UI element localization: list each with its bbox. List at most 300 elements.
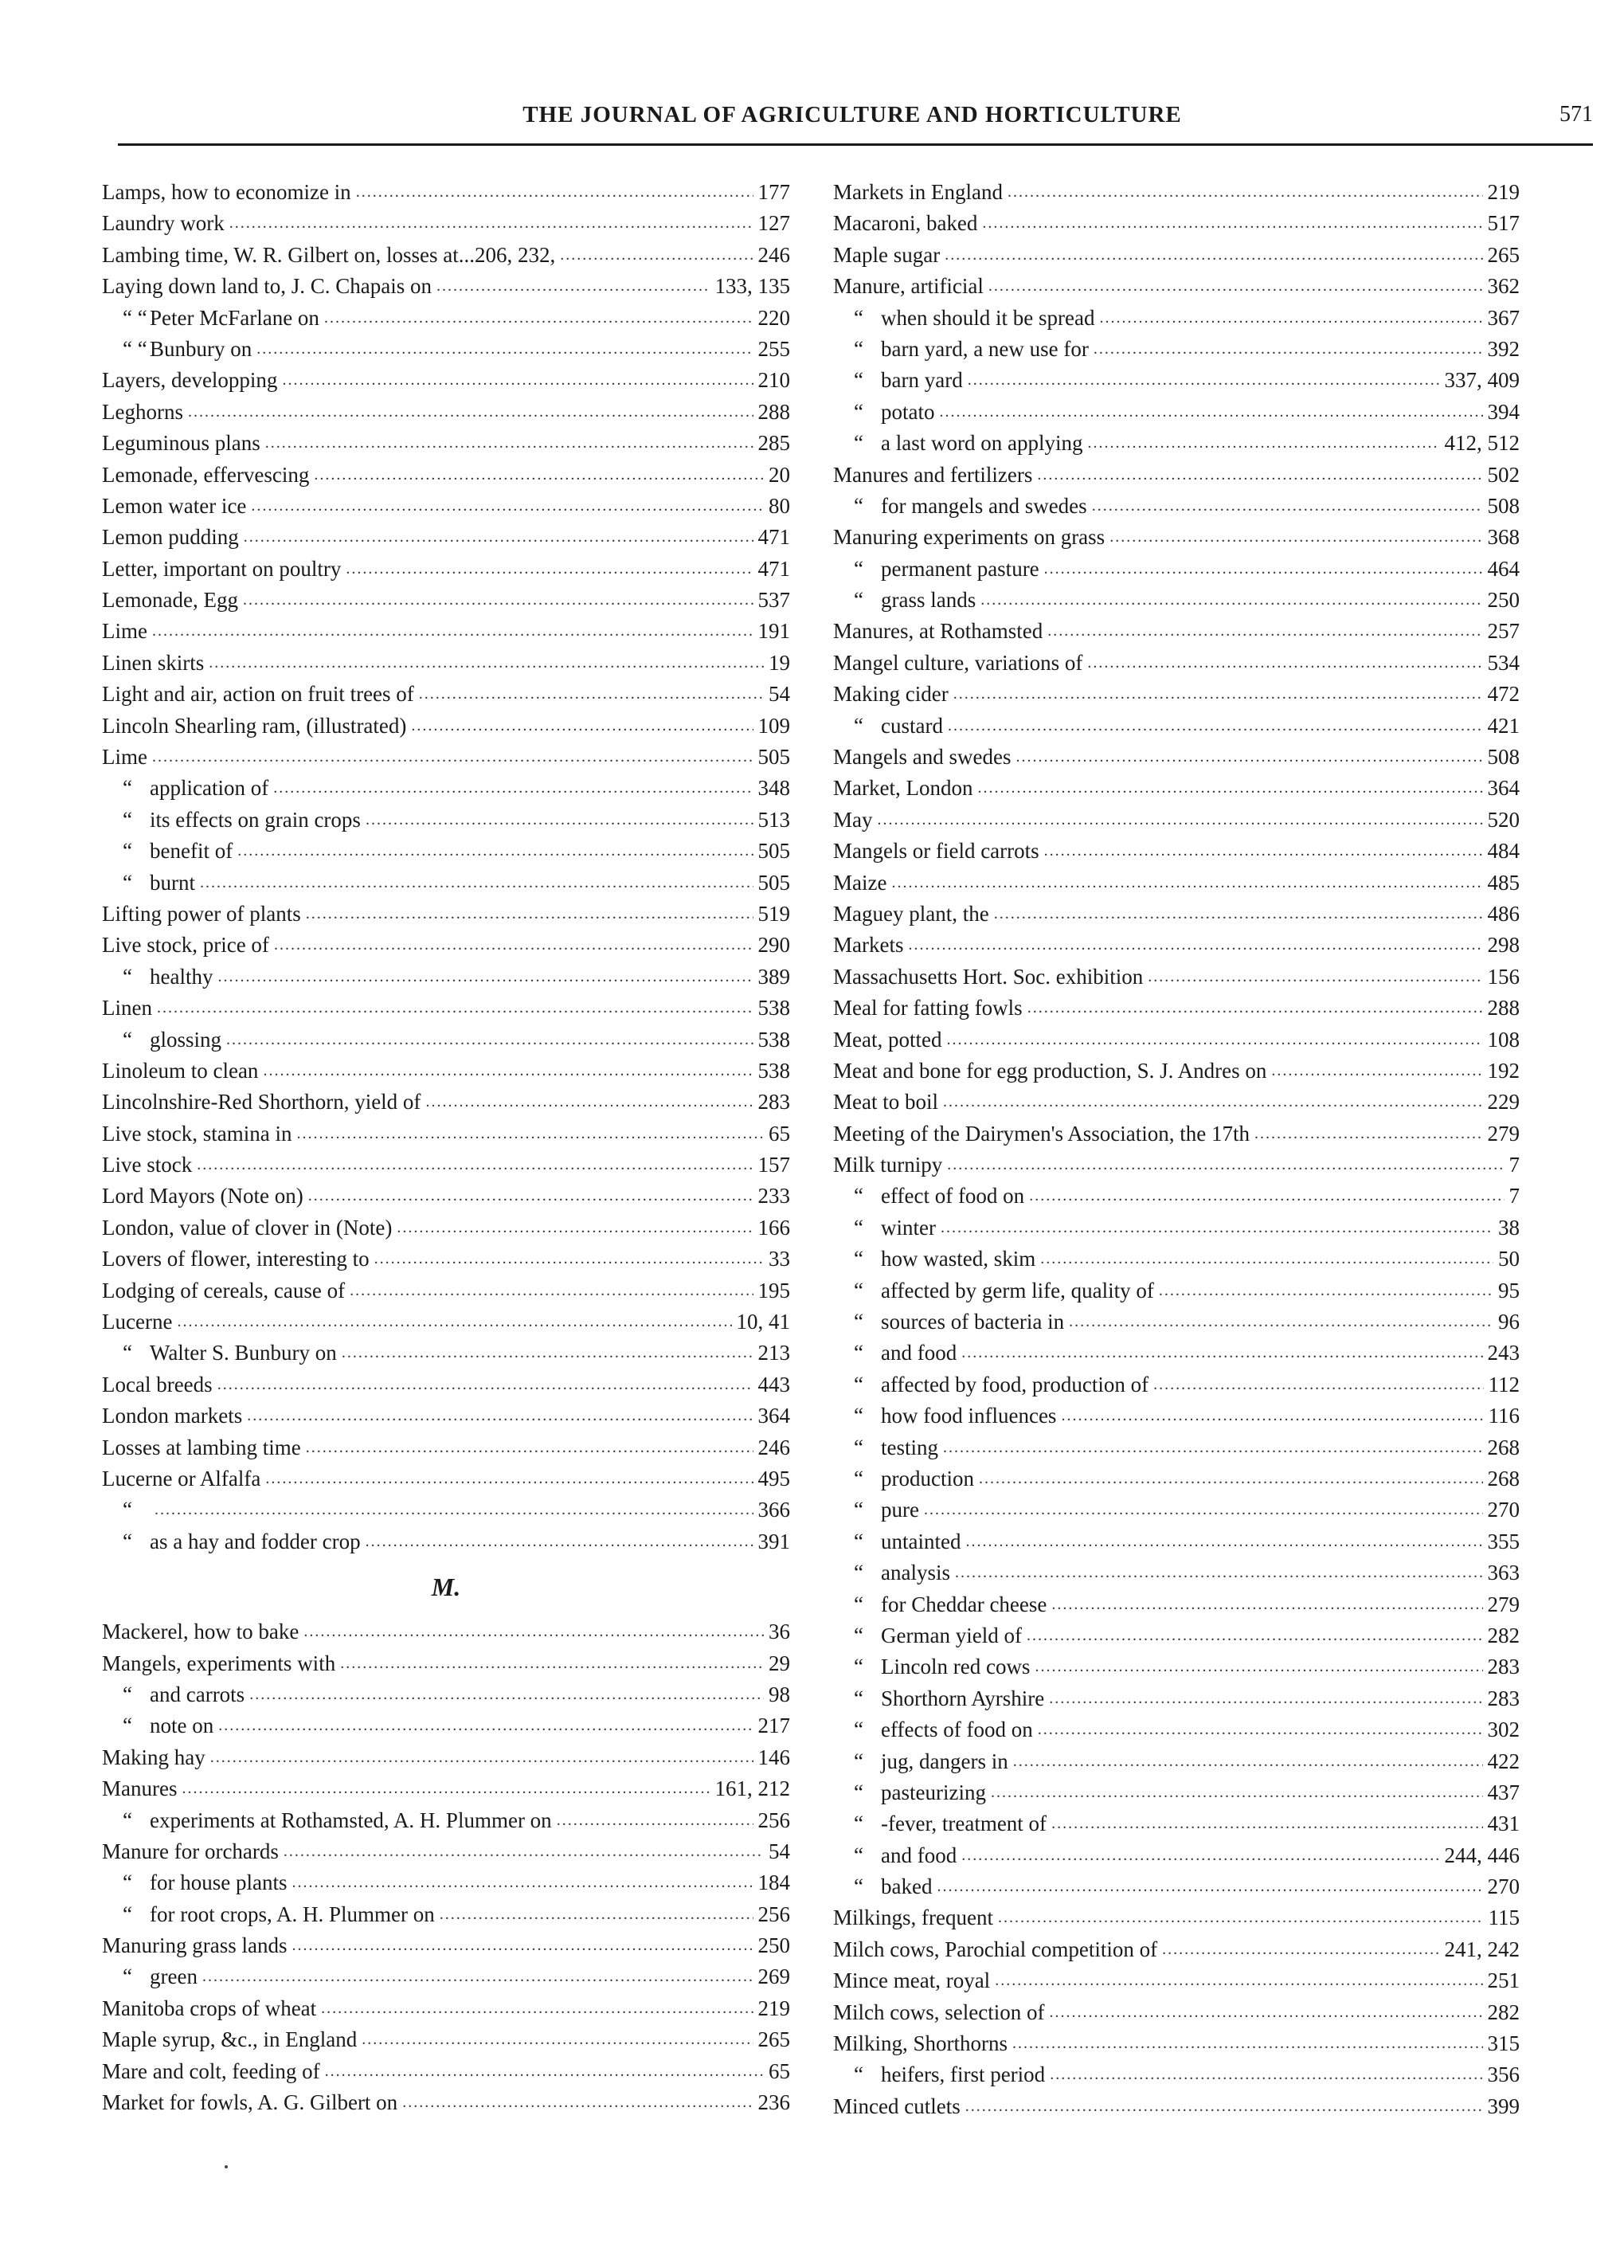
ditto-mark: “: [123, 1341, 132, 1365]
entry-label: [102, 240, 555, 271]
index-entry: [102, 1118, 790, 1150]
entry-text: Lord Mayors (Note on): [102, 1184, 303, 1208]
entry-label: [833, 1432, 938, 1463]
index-entry: [833, 1118, 1520, 1150]
entry-label: [833, 1244, 1035, 1275]
index-entry: [833, 334, 1520, 365]
index-entry: [102, 679, 790, 710]
index-entry: [833, 1683, 1520, 1714]
ditto-mark: “: [854, 1749, 863, 1773]
entry-label: [102, 2087, 397, 2118]
ditto-mark: “: [854, 305, 863, 330]
entry-page-number: 244, 446: [1444, 1843, 1520, 1867]
entry-label: [102, 1867, 287, 1898]
entry-page-number: 505: [757, 745, 790, 770]
index-entry: [833, 1056, 1520, 1087]
dot-leader: [249, 1679, 764, 1710]
entry-text: -fever, treatment of: [881, 1812, 1047, 1836]
entry-label: [833, 1212, 936, 1244]
index-entry: [102, 2087, 790, 2118]
index-entry: [102, 930, 790, 961]
dot-leader: [209, 648, 764, 679]
entry-page-number: 285: [757, 431, 790, 456]
entry-text: Milking, Shorthorns: [833, 2031, 1008, 2056]
entry-label: [102, 1275, 345, 1306]
entry-label: [833, 1024, 941, 1056]
entry-text: Minced cutlets: [833, 2094, 961, 2118]
entry-page-number: 220: [757, 305, 790, 330]
running-header: [112, 102, 1593, 147]
entry-page-number: 362: [1487, 274, 1520, 299]
entry-label: [102, 1087, 421, 1118]
entry-text: note on: [150, 1714, 214, 1738]
dot-leader: [1008, 177, 1483, 208]
entry-label: [833, 2091, 961, 2122]
index-entry: [833, 460, 1520, 491]
index-entry: [833, 1651, 1520, 1682]
entry-text: Losses at lambing time: [102, 1435, 301, 1459]
entry-label: [102, 616, 147, 647]
dot-leader: [1148, 962, 1482, 993]
entry-label: [833, 2028, 1008, 2059]
entry-text: Linoleum to clean: [102, 1058, 259, 1083]
dot-leader: [325, 2056, 764, 2087]
entry-page-number: 534: [1487, 650, 1520, 675]
entry-label: [102, 1494, 150, 1526]
index-entry: [833, 930, 1520, 961]
dot-leader: [282, 365, 753, 396]
index-entry: [833, 1463, 1520, 1494]
entry-page-number: 177: [757, 179, 790, 204]
ditto-mark: “: [123, 1964, 132, 1989]
index-entry: [833, 2059, 1520, 2090]
entry-page-number: 116: [1488, 1404, 1520, 1428]
dot-leader: [218, 1710, 753, 1741]
entry-page-number: 19: [769, 650, 790, 675]
dot-leader: [1050, 2059, 1482, 2090]
entry-text: Lucerne: [102, 1310, 173, 1334]
entry-text: Meal for fatting fowls: [833, 996, 1023, 1020]
entry-text: Macaroni, baked: [833, 211, 978, 236]
entry-text: sources of bacteria in: [881, 1310, 1065, 1334]
dot-leader: [152, 742, 753, 773]
entry-label: [102, 1993, 316, 2024]
entry-text: Mangel culture, variations of: [833, 650, 1083, 675]
entry-page-number: 464: [1487, 556, 1520, 581]
entry-text: pasteurizing: [881, 1780, 986, 1804]
entry-label: [833, 240, 940, 271]
index-entry: [833, 522, 1520, 553]
index-entry: [833, 1150, 1520, 1181]
dot-leader: [247, 1400, 753, 1432]
dot-leader: [308, 1181, 753, 1212]
ditto-mark: “: [854, 1843, 863, 1867]
entry-label: [102, 334, 252, 365]
ditto-mark: “: [854, 1498, 863, 1522]
dot-leader: [948, 711, 1483, 742]
entry-text: Lincolnshire-Red Shorthorn, yield of: [102, 1090, 421, 1114]
entry-text: Lucerne or Alfalfa: [102, 1467, 261, 1490]
dot-leader: [324, 303, 753, 334]
entry-text: London markets: [102, 1404, 243, 1428]
ditto-mark: “ “: [123, 336, 147, 361]
dot-leader: [991, 1777, 1483, 1808]
ditto-mark: “: [854, 431, 863, 456]
entry-label: [833, 1400, 1056, 1432]
m-section-entries-continued: [833, 177, 1520, 2122]
entry-page-number: 265: [757, 2027, 790, 2052]
dot-leader: [1047, 616, 1482, 647]
dot-leader: [1153, 1369, 1483, 1400]
entry-page-number: 283: [1487, 1686, 1520, 1710]
entry-page-number: 192: [1487, 1058, 1520, 1083]
entry-label: [833, 773, 972, 804]
ditto-mark: “: [854, 1780, 863, 1804]
left-index-column: [102, 177, 790, 2118]
index-entry: [833, 805, 1520, 836]
ditto-mark: “: [123, 807, 132, 832]
entry-label: [833, 208, 977, 239]
entry-label: [833, 397, 935, 428]
ditto-mark: “: [854, 1215, 863, 1240]
index-entry: [102, 899, 790, 930]
dot-leader: [419, 679, 764, 710]
index-entry: [833, 1338, 1520, 1369]
index-entry: [102, 1836, 790, 1867]
entry-page-number: 265: [1487, 242, 1520, 267]
entry-page-number: 505: [757, 870, 790, 895]
dot-leader: [1271, 1056, 1482, 1087]
index-entry: [102, 742, 790, 773]
dot-leader: [943, 1087, 1483, 1118]
dot-leader: [229, 208, 753, 239]
entry-page-number: 538: [757, 1058, 790, 1083]
entry-text: German yield of: [881, 1623, 1022, 1647]
entry-label: [102, 1679, 245, 1710]
ditto-mark: “: [854, 1561, 863, 1585]
entry-page-number: 513: [757, 807, 790, 832]
entry-page-number: 20: [769, 462, 790, 487]
entry-text: for house plants: [150, 1870, 288, 1895]
entry-text: for mangels and swedes: [881, 493, 1087, 518]
dot-leader: [182, 1773, 710, 1804]
entry-label: [833, 1463, 974, 1494]
ditto-mark: “: [854, 1310, 863, 1334]
entry-text: barn yard, a new use for: [881, 336, 1089, 361]
entry-page-number: 250: [757, 1933, 790, 1958]
dot-leader: [1027, 993, 1483, 1024]
entry-label: [102, 1742, 205, 1773]
entry-text: May: [833, 807, 873, 832]
entry-label: [102, 460, 309, 491]
dot-leader: [937, 1871, 1482, 1902]
entry-label: [833, 930, 903, 961]
index-entry: [102, 1930, 790, 1961]
index-entry: [102, 1212, 790, 1244]
entry-label: [833, 899, 989, 930]
entry-text: how food influences: [881, 1404, 1057, 1428]
entry-text: baked: [881, 1874, 933, 1899]
entry-page-number: 36: [769, 1620, 790, 1644]
entry-page-number: 502: [1487, 462, 1520, 487]
entry-page-number: 290: [757, 933, 790, 958]
index-entry: [102, 177, 790, 208]
index-entry: [102, 805, 790, 836]
entry-page-number: 108: [1487, 1027, 1520, 1052]
entry-text: Leguminous plans: [102, 431, 260, 456]
entry-page-number: 298: [1487, 933, 1520, 958]
dot-leader: [1254, 1118, 1482, 1150]
index-entry: [102, 711, 790, 742]
entry-label: [102, 2024, 357, 2055]
entry-page-number: 288: [757, 399, 790, 424]
entry-text: jug, dangers in: [881, 1749, 1008, 1773]
entry-page-number: 251: [1487, 1968, 1520, 1993]
entry-page-number: 246: [757, 242, 790, 267]
entry-label: [833, 2059, 1045, 2090]
entry-text: for root crops, A. H. Plummer on: [150, 1902, 435, 1926]
index-entry: [102, 1494, 790, 1526]
ditto-mark: “: [123, 1529, 132, 1553]
entry-label: [833, 1526, 961, 1557]
index-entry: [102, 428, 790, 459]
entry-label: [102, 1648, 335, 1679]
entry-text: potato: [881, 399, 935, 424]
dot-leader: [1109, 522, 1482, 553]
dot-leader: [177, 1306, 731, 1338]
entry-text: Lincoln red cows: [881, 1655, 1031, 1679]
index-entry: [833, 2091, 1520, 2122]
entry-text: Markets: [833, 933, 904, 958]
dot-leader: [1087, 428, 1439, 459]
entry-label: [833, 585, 976, 616]
index-entry: [102, 1805, 790, 1836]
entry-page-number: 508: [1487, 493, 1520, 518]
entry-page-number: 505: [757, 839, 790, 864]
entry-label: [102, 1710, 213, 1741]
index-entry: [833, 773, 1520, 804]
entry-text: pure: [881, 1498, 919, 1522]
entry-label: [833, 365, 963, 396]
entry-text: Milch cows, Parochial competition of: [833, 1937, 1158, 1961]
entry-label: [102, 1836, 279, 1867]
entry-text: when should it be spread: [881, 305, 1095, 330]
index-entry: [102, 1275, 790, 1306]
entry-label: [102, 1338, 337, 1369]
index-entry: [833, 1244, 1520, 1275]
entry-label: [102, 1463, 260, 1494]
entry-label: [102, 177, 351, 208]
entry-text: Market for fowls, A. G. Gilbert on: [102, 2090, 398, 2115]
dot-leader: [1061, 1400, 1483, 1432]
entry-page-number: 217: [757, 1714, 790, 1738]
entry-page-number: 391: [757, 1529, 790, 1553]
dot-leader: [217, 1369, 753, 1400]
entry-label: [102, 1056, 258, 1087]
entry-label: [833, 1338, 957, 1369]
entry-label: [102, 1306, 172, 1338]
index-entry: [102, 1181, 790, 1212]
entry-page-number: 421: [1487, 713, 1520, 738]
index-entry: [102, 1087, 790, 1118]
entry-label: [833, 1118, 1250, 1150]
entry-label: [833, 742, 1011, 773]
index-entry: [833, 962, 1520, 993]
index-entry: [833, 303, 1520, 334]
index-entry: [833, 1432, 1520, 1463]
entry-label: [833, 1150, 942, 1181]
entry-page-number: 38: [1498, 1215, 1520, 1240]
entry-label: [102, 1432, 301, 1463]
entry-text: Markets in England: [833, 179, 1003, 204]
entry-text: and food: [881, 1843, 957, 1867]
dot-leader: [940, 397, 1483, 428]
dot-leader: [273, 773, 753, 804]
entry-text: Milk turnipy: [833, 1153, 943, 1177]
index-entry: [102, 1463, 790, 1494]
ditto-mark: “: [854, 1184, 863, 1208]
index-entry: [833, 1808, 1520, 1839]
entry-label: [102, 899, 301, 930]
dot-leader: [197, 1150, 753, 1181]
dot-leader: [251, 491, 764, 522]
dot-leader: [1162, 1934, 1439, 1965]
entry-page-number: 241, 242: [1444, 1937, 1520, 1961]
dot-leader: [943, 1432, 1483, 1463]
index-entry: [102, 1742, 790, 1773]
ditto-mark: “: [854, 1278, 863, 1302]
entry-text: Linen skirts: [102, 650, 205, 675]
ditto-mark: “: [854, 1592, 863, 1616]
index-entry: [102, 554, 790, 585]
index-entry: [833, 1557, 1520, 1588]
ditto-mark: “: [854, 1467, 863, 1490]
index-entry: [102, 648, 790, 679]
entry-text: Live stock, stamina in: [102, 1121, 292, 1146]
entry-page-number: 315: [1487, 2031, 1520, 2056]
entry-text: glossing: [150, 1027, 222, 1052]
page-number: 571: [1559, 102, 1593, 127]
entry-text: for Cheddar cheese: [881, 1592, 1047, 1616]
entry-page-number: 65: [769, 2058, 790, 2083]
entry-page-number: 96: [1498, 1310, 1520, 1334]
entry-text: Manuring grass lands: [102, 1933, 288, 1958]
entry-page-number: 133, 135: [714, 274, 790, 299]
ditto-mark: “: [854, 1655, 863, 1679]
dot-leader: [188, 397, 753, 428]
entry-text: Maple syrup, &c., in England: [102, 2027, 358, 2052]
dot-leader: [155, 1494, 753, 1526]
index-entry: [102, 773, 790, 804]
ditto-mark: “: [123, 870, 132, 895]
entry-label: [833, 836, 1039, 867]
entry-label: [833, 1746, 1008, 1777]
dot-leader: [1051, 1808, 1482, 1839]
entry-text: green: [150, 1964, 198, 1989]
dot-leader: [1013, 1746, 1483, 1777]
entry-page-number: 257: [1487, 619, 1520, 644]
entry-page-number: 471: [757, 556, 790, 581]
entry-page-number: 508: [1487, 745, 1520, 770]
entry-label: [833, 1777, 986, 1808]
entry-text: and food: [881, 1341, 957, 1365]
entry-text: Meat, potted: [833, 1027, 942, 1052]
entry-label: [102, 1930, 287, 1961]
index-entry: [102, 1961, 790, 1992]
index-entry: [833, 1024, 1520, 1056]
entry-text: Manure, artificial: [833, 274, 984, 299]
entry-page-number: 392: [1487, 336, 1520, 361]
index-entry: [833, 1306, 1520, 1338]
entry-label: [833, 1056, 1266, 1087]
entry-label: [833, 679, 949, 710]
entry-label: [102, 711, 406, 742]
dot-leader: [274, 930, 753, 961]
entry-page-number: 54: [769, 682, 790, 707]
entry-label: [102, 805, 361, 836]
entry-text: Manure for orchards: [102, 1839, 279, 1863]
index-entry: [102, 240, 790, 271]
entry-page-number: 538: [757, 1027, 790, 1052]
dot-leader: [411, 711, 753, 742]
entry-text: Lincoln Shearling ram, (illustrated): [102, 713, 407, 738]
entry-text: burnt: [150, 870, 195, 895]
entry-label: [833, 1181, 1024, 1212]
dot-leader: [557, 1805, 753, 1836]
index-entry: [833, 1620, 1520, 1651]
entry-text: Bunbury on: [150, 336, 252, 361]
entry-page-number: 337, 409: [1444, 368, 1520, 393]
ditto-mark: “: [854, 1404, 863, 1428]
entry-label: [102, 1212, 392, 1244]
entry-page-number: 519: [757, 901, 790, 926]
entry-page-number: 229: [1487, 1090, 1520, 1114]
entry-text: healthy: [150, 964, 213, 989]
stray-ink-dot: [225, 2165, 228, 2168]
dot-leader: [941, 1212, 1493, 1244]
index-entry: [833, 1400, 1520, 1432]
dot-leader: [152, 616, 753, 647]
entry-text: experiments at Rothamsted, A. H. Plummer on: [150, 1808, 552, 1832]
index-entry: [102, 1369, 790, 1400]
entry-text: Letter, important on poultry: [102, 556, 342, 581]
entry-text: a last word on applying: [881, 431, 1083, 456]
ditto-mark: “: [854, 556, 863, 581]
index-entry: [833, 1777, 1520, 1808]
dot-leader: [878, 805, 1483, 836]
index-entry: [833, 616, 1520, 647]
dot-leader: [314, 460, 764, 491]
index-entry: [102, 1244, 790, 1275]
dot-leader: [243, 585, 753, 616]
entry-text: analysis: [881, 1561, 950, 1585]
entry-page-number: 156: [1487, 964, 1520, 989]
entry-page-number: 486: [1487, 901, 1520, 926]
ditto-mark: “: [123, 1027, 132, 1052]
index-entry: [102, 1867, 790, 1898]
dot-leader: [961, 1840, 1439, 1871]
entry-label: [102, 1805, 552, 1836]
dot-leader: [980, 585, 1482, 616]
entry-label: [833, 805, 873, 836]
header-rule: [118, 143, 1593, 146]
dot-leader: [968, 365, 1440, 396]
entry-label: [102, 868, 195, 899]
entry-text: Massachusetts Hort. Soc. exhibition: [833, 964, 1144, 989]
index-entry: [102, 1679, 790, 1710]
entry-label: [833, 1871, 932, 1902]
dot-leader: [284, 1836, 764, 1867]
